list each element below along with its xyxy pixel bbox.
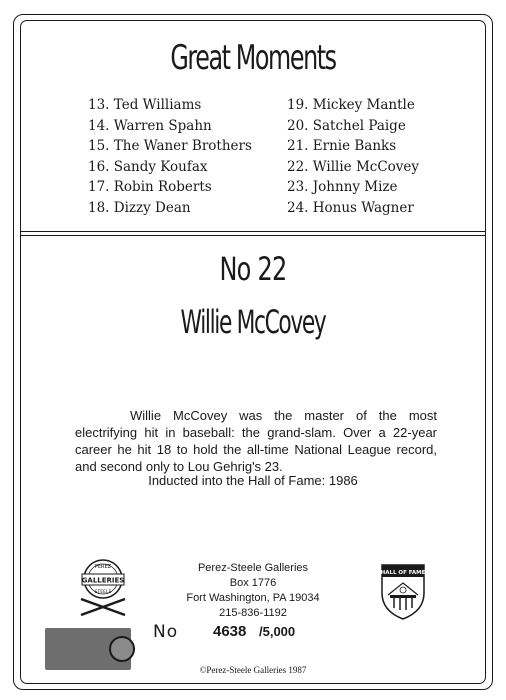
list-item: 18. Dizzy Dean [88,199,191,216]
list-item: 13. Ted Williams [88,97,202,113]
serial-hologram [45,628,131,670]
list-item: 24. Honus Wagner [287,199,414,216]
moments-list-left [88,95,252,218]
publisher-box: Box 1776 [229,577,277,589]
section-divider [21,231,485,236]
publisher-name: Perez-Steele Galleries [197,562,309,574]
hof-logo-text: HALL OF FAME [380,570,426,576]
list-item: 20. Satchel Paige [287,117,406,134]
hall-of-fame-logo [378,561,428,621]
galleries-logo-top-text: PEREZ [94,564,112,570]
galleries-logo-bottom-text: STEELE [94,590,112,595]
list-item: 17. Robin Roberts [88,179,212,195]
serial-total: /5,000 [259,624,296,639]
series-title: Great Moments [170,38,336,78]
publisher-address [0,561,506,621]
player-name: Willie McCovey [180,303,326,341]
galleries-logo-main-text: GALLERIES [81,576,125,585]
list-item: 22. Willie McCovey [287,158,420,175]
hall-of-fame-induction: Inducted into the Hall of Fame: 1986 [148,473,358,488]
card-number: No 22 [219,250,287,288]
list-item: 19. Mickey Mantle [287,97,415,113]
serial-number: 4638 [213,623,247,640]
player-bio: Willie McCovey was the master of the most electrifying hit in baseball: the grand-slam. Over a 22-year career he hit 18 to hold the all-time National League record, and second only to Lou Gehrig's 23. [75,408,437,474]
list-item: 14. Warren Spahn [88,117,212,134]
list-item: 21. Ernie Banks [287,138,397,154]
hologram-circle [109,636,135,662]
list-item: 15. The Waner Brothers [88,138,252,154]
moments-list-right [287,95,419,218]
publisher-city: Fort Washington, PA 19034 [186,592,320,604]
list-item: 16. Sandy Koufax [88,158,208,175]
list-item: 23. Johnny Mize [287,179,398,195]
publisher-phone: 215-836-1192 [219,607,287,619]
serial-label: No [153,622,179,642]
copyright: ©Perez-Steele Galleries 1987 [199,665,307,675]
